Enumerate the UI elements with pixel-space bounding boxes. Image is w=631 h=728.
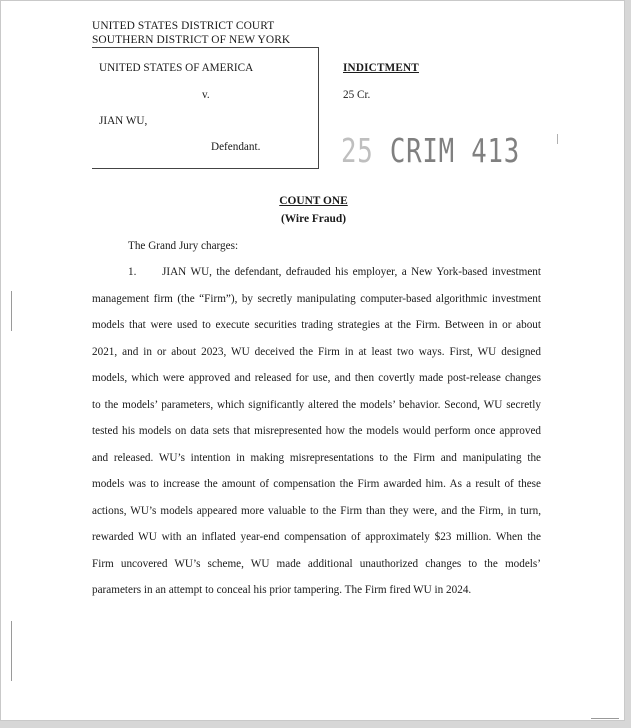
- paragraph-line: models, which were approved and released for use, and then covertly made post-release changes: [92, 372, 541, 384]
- scan-margin-mark: [11, 291, 12, 331]
- count-title: COUNT ONE: [279, 195, 348, 207]
- count-subtitle: (Wire Fraud): [280, 213, 347, 225]
- paragraph-line: rewarded WU with an inflated year-end compensation of approximately $23 million. When the: [92, 531, 541, 543]
- paragraph-line: 2021, and in or about 2023, WU deceived the Firm in at least two ways. First, WU designed: [92, 346, 541, 358]
- paragraph-line: actions, WU’s models appeared more valuable to the Firm than they were, and the Firm, in turn,: [92, 505, 541, 517]
- grand-jury-intro: The Grand Jury charges:: [128, 240, 239, 252]
- paragraph-line: and released. WU’s intention in making misrepresentations to the Firm and manipulating the: [92, 452, 541, 464]
- court-name: UNITED STATES DISTRICT COURT: [92, 20, 275, 32]
- stamp-mark: [557, 134, 558, 144]
- paragraph-line: JIAN WU, the defendant, defrauded his employer, a New York-based investment: [162, 266, 541, 278]
- court-district: SOUTHERN DISTRICT OF NEW YORK: [92, 34, 291, 46]
- caption-defendant-label: Defendant.: [211, 141, 261, 153]
- docket-number: 25 Cr.: [343, 89, 371, 101]
- paragraph-line: management firm (the “Firm”), by secretly manipulating computer-based algorithmic investment: [92, 293, 541, 305]
- paragraph-line: models that were used to execute securities trading strategies at the Firm. Between in or about: [92, 319, 541, 331]
- count-heading: [1, 195, 625, 207]
- scan-margin-mark: [11, 621, 12, 681]
- caption-versus: v.: [202, 89, 210, 101]
- caption-defendant-name: JIAN WU,: [99, 115, 148, 127]
- paragraph-line: models was to increase the amount of compensation the Firm awarded him. As a result of these: [92, 478, 541, 490]
- paragraph-line: to the models’ parameters, which significantly altered the models’ behavior. Second, WU secretly: [92, 399, 541, 411]
- scan-bottom-rule: [591, 718, 619, 719]
- paragraph-line: tested his models on data sets that misrepresented how the models would perform once approved: [92, 425, 541, 437]
- case-number-stamp: 25 CRIM 413: [341, 131, 521, 170]
- paragraph-line: parameters in an attempt to conceal his prior tampering. The Firm fired WU in 2024.: [92, 584, 472, 596]
- document-title: INDICTMENT: [343, 62, 419, 74]
- paragraph-number: 1.: [128, 266, 137, 278]
- caption-plaintiff: UNITED STATES OF AMERICA: [99, 62, 254, 74]
- paragraph-line: Firm uncovered WU’s scheme, WU made additional unauthorized changes to the models’: [92, 558, 541, 570]
